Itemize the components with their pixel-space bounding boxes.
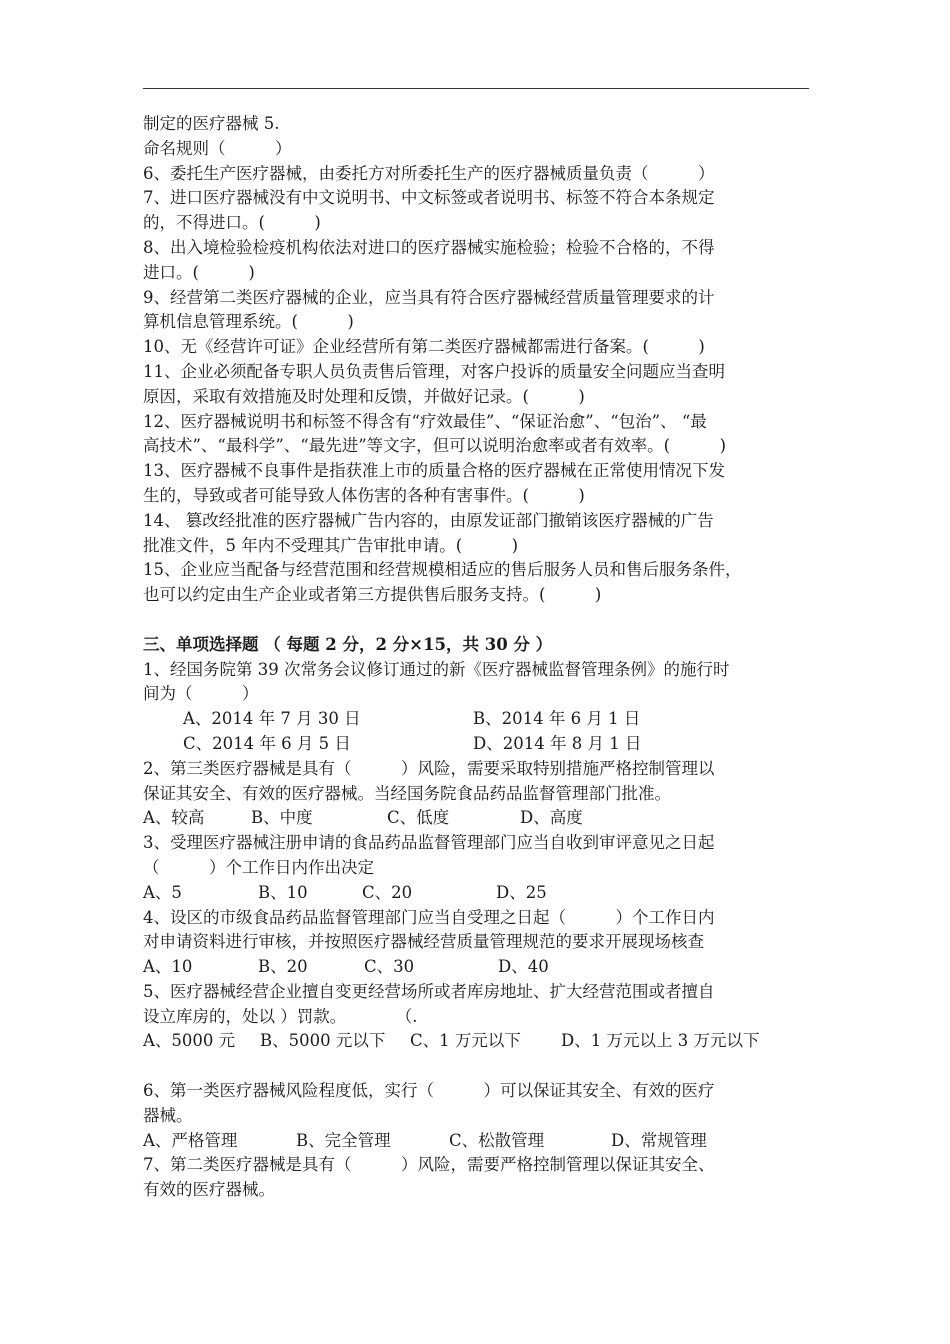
tf-question-13: 13、医疗器械不良事件是指获准上市的质量合格的医疗器械在正常使用情况下发 <box>143 461 725 481</box>
option-c: C、1 万元以下 <box>410 1031 521 1051</box>
tf-question-15: 15、企业应当配备与经营范围和经营规模相适应的售后服务人员和售后服务条件， <box>143 560 742 580</box>
option-c: C、低度 <box>387 808 450 828</box>
tf-question-9-cont: 算机信息管理系统。( ) <box>143 312 354 332</box>
tf-question-13-cont: 生的，导致或者可能导致人体伤害的各种有害事件。( ) <box>143 485 585 505</box>
mc-question-2: 2、第三类医疗器械是具有（ ）风险，需要采取特别措施严格控制管理以 <box>143 758 715 778</box>
mc-question-1: 1、经国务院第 39 次常务会议修订通过的新《医疗器械监督管理条例》的施行时 <box>143 659 730 679</box>
option-a: A、2014 年 7 月 30 日 <box>183 709 361 729</box>
mc-question-3-cont: （ ）个工作日内作出决定 <box>143 857 374 877</box>
option-d: D、40 <box>498 957 549 977</box>
option-b: B、5000 元以下 <box>260 1031 386 1051</box>
option-a: A、5000 元 <box>143 1031 236 1051</box>
mc-options-row <box>143 732 823 757</box>
option-d: D、常规管理 <box>611 1130 707 1150</box>
tf-question-15-cont: 也可以约定由生产企业或者第三方提供售后服务支持。( ) <box>143 585 602 605</box>
option-b: B、20 <box>258 957 308 977</box>
tf-question-11-cont: 原因，采取有效措施及时处理和反馈，并做好记录。( ) <box>143 386 585 406</box>
header-rule <box>143 88 809 89</box>
document-page <box>143 112 823 1203</box>
tf-question-8: 8、出入境检验检疫机构依法对进口的医疗器械实施检验；检验不合格的，不得 <box>143 237 715 257</box>
tf-question-8-cont: 进口。( ) <box>143 262 255 282</box>
mc-options-row <box>143 955 823 980</box>
tf-question-12: 12、医疗器械说明书和标签不得含有“疗效最佳”、“保证治愈”、“包治”、 “最 <box>143 411 707 431</box>
option-c: C、30 <box>364 957 415 977</box>
tf-question-11: 11、企业必须配备专职人员负责售后管理，对客户投诉的质量安全问题应当查明 <box>143 361 725 381</box>
option-d: D、2014 年 8 月 1 日 <box>473 733 642 753</box>
mc-options-row <box>143 1129 823 1154</box>
option-a: A、较高 <box>143 808 205 828</box>
mc-question-4-cont: 对申请资料进行审核，并按照医疗器械经营质量管理规范的要求开展现场核查 <box>143 932 704 952</box>
option-c: C、20 <box>362 882 413 902</box>
mc-question-6-cont: 器械。 <box>143 1105 193 1125</box>
option-b: B、中度 <box>251 808 313 828</box>
option-a: A、10 <box>143 957 193 977</box>
option-a: A、严格管理 <box>143 1130 238 1150</box>
mc-options-row <box>143 806 823 831</box>
tf-question-14-cont: 批准文件，5 年内不受理其广告审批申请。( ) <box>143 535 519 555</box>
option-c: C、松散管理 <box>449 1130 545 1150</box>
mc-question-7-cont: 有效的医疗器械。 <box>143 1180 275 1200</box>
tf-line: 制定的医疗器械 5. <box>143 114 280 133</box>
tf-question-7: 7、进口医疗器械没有中文说明书、中文标签或者说明书、标签不符合本条规定 <box>143 188 715 208</box>
mc-question-7: 7、第二类医疗器械是具有（ ）风险，需要严格控制管理以保证其安全、 <box>143 1155 715 1175</box>
option-a: A、5 <box>143 882 182 902</box>
mc-question-1-cont: 间为（ ） <box>143 684 259 704</box>
option-c: C、2014 年 6 月 5 日 <box>183 733 351 753</box>
section-title: 三、单项选择题 （ 每题 2 分，2 分×15，共 30 分 ） <box>143 634 553 654</box>
option-b: B、完全管理 <box>296 1130 391 1150</box>
mc-question-5-cont: 设立库房的，处以 ）罚款。 （. <box>143 1006 418 1026</box>
tf-question-14: 14、 篡改经批准的医疗器械广告内容的，由原发证部门撤销该医疗器械的广告 <box>143 510 714 530</box>
option-d: D、25 <box>496 882 547 902</box>
tf-question-6: 6、委托生产医疗器械，由委托方对所委托生产的医疗器械质量负责（ ） <box>143 163 715 183</box>
mc-options-row <box>143 707 823 732</box>
mc-options-row <box>143 881 823 906</box>
mc-question-4: 4、设区的市级食品药品监督管理部门应当自受理之日起（ ）个工作日内 <box>143 907 715 927</box>
tf-question-12-cont: 高技术”、“最科学”、“最先进”等文字，但可以说明治愈率或者有效率。( ) <box>143 436 727 456</box>
mc-question-3: 3、受理医疗器械注册申请的食品药品监督管理部门应当自收到审评意见之日起 <box>143 833 715 853</box>
option-d: D、高度 <box>520 808 583 828</box>
tf-question-7-cont: 的，不得进口。( ) <box>143 213 321 233</box>
mc-question-5: 5、医疗器械经营企业擅自变更经营场所或者库房地址、扩大经营范围或者擅自 <box>143 981 715 1001</box>
option-b: B、10 <box>258 882 308 902</box>
mc-question-6: 6、第一类医疗器械风险程度低，实行（ ）可以保证其安全、有效的医疗 <box>143 1081 715 1101</box>
option-d: D、1 万元以上 3 万元以下 <box>561 1031 760 1051</box>
tf-question-9: 9、经营第二类医疗器械的企业，应当具有符合医疗器械经营质量管理要求的计 <box>143 287 715 307</box>
tf-line: 命名规则（ ） <box>143 138 292 158</box>
mc-question-2-cont: 保证其安全、有效的医疗器械。当经国务院食品药品监督管理部门批准。 <box>143 783 671 803</box>
mc-options-row <box>143 1029 823 1054</box>
option-b: B、2014 年 6 月 1 日 <box>473 709 641 729</box>
tf-question-10: 10、无《经营许可证》企业经营所有第二类医疗器械都需进行备案。( ) <box>143 337 705 357</box>
